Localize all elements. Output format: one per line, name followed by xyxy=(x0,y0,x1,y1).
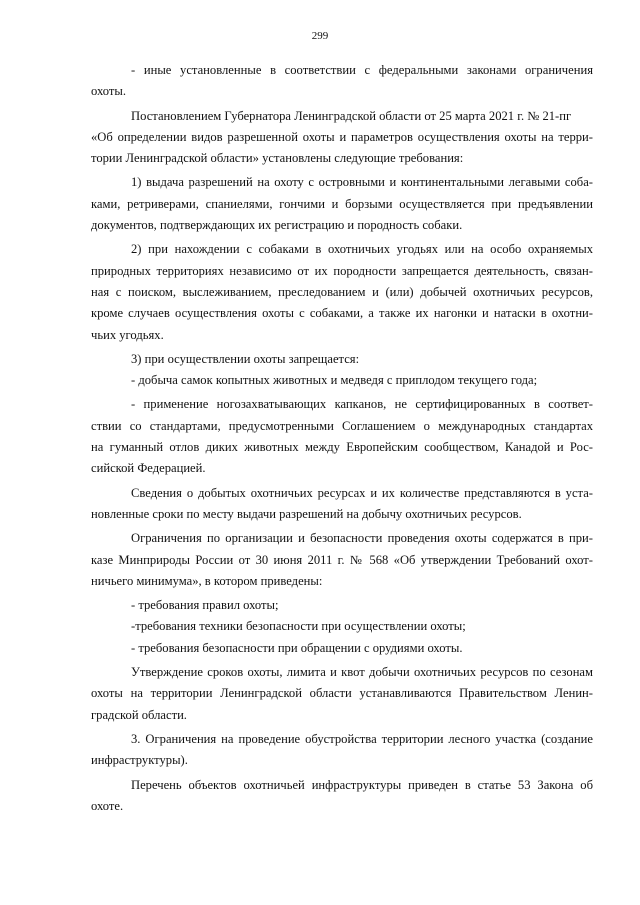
text-line: - применение ногозахватывающих капканов, не сертифицированных в соответ- xyxy=(131,397,593,412)
text-line: на гуманный отлов диких животных между Европейским сообществом, Канадой и Рос- xyxy=(91,440,593,455)
text-line: -требования техники безопасности при осуществлении охоты; xyxy=(131,619,466,634)
text-line: 3. Ограничения на проведение обустройства территории лесного участка (создание xyxy=(131,731,593,746)
document-body xyxy=(91,60,593,817)
text-line: Перечень объектов охотничьей инфраструктуры приведен в статье 53 Закона об xyxy=(131,777,593,792)
text-line: ствии со стандартами, предусмотренными Соглашением о международных стандартах xyxy=(91,418,593,433)
text-line: охоты на территории Ленинградской области устанавливаются Правительством Ленин- xyxy=(91,686,593,701)
text-line: казе Минприроды России от 30 июня 2011 г. № 568 «Об утверждении Требований охот- xyxy=(91,552,593,567)
text-line: Сведения о добытых охотничьих ресурсах и их количестве представляются в уста- xyxy=(131,485,593,500)
text-line: ничьего минимума», в котором приведены: xyxy=(91,573,323,588)
text-line: чьих угодьях. xyxy=(91,327,164,342)
text-line: ками, ретриверами, спаниелями, гончими и борзыми осуществляется при предъявлении xyxy=(91,196,593,211)
text-line: - добыча самок копытных животных и медведя с приплодом текущего года; xyxy=(131,373,538,388)
text-line: 3) при осуществлении охоты запрещается: xyxy=(131,351,360,366)
text-line: тории Ленинградской области» установлены следующие требования: xyxy=(91,151,464,166)
page-number: 299 xyxy=(311,30,329,42)
text-line: Ограничения по организации и безопасности проведения охоты содержатся в при- xyxy=(131,531,593,546)
text-line: ная с поиском, выслеживанием, преследованием и (или) добычей охотничьих ресурсов, xyxy=(91,284,593,299)
text-line: 2) при нахождении с собаками в охотничьих угодьях или на особо охраняемых xyxy=(131,242,593,257)
text-line: документов, подтверждающих их регистрацию и породность собаки. xyxy=(91,218,463,233)
text-line: градской области. xyxy=(91,707,187,722)
text-line: охоты. xyxy=(91,84,127,99)
text-line: 1) выдача разрешений на охоту с островными и континентальными легавыми соба- xyxy=(131,175,593,190)
text-line: природных территориях независимо от их породности запрещается деятельность, связан- xyxy=(91,263,593,278)
text-line: инфраструктуры). xyxy=(91,753,188,768)
text-line: охоте. xyxy=(91,798,124,813)
text-line: Утверждение сроков охоты, лимита и квот добычи охотничьих ресурсов по сезонам xyxy=(131,665,593,680)
text-line: - иные установленные в соответствии с федеральными законами ограничения xyxy=(131,63,593,77)
text-line: кроме случаев осуществления охоты с собаками, а также их нагонки и натаски в охотни- xyxy=(91,306,593,321)
text-line: «Об определении видов разрешенной охоты и параметров осуществления охоты на терри- xyxy=(91,129,593,144)
text-line: Постановлением Губернатора Ленинградской области от 25 марта 2021 г. № 21-пг xyxy=(131,108,572,123)
text-line: - требования безопасности при обращении с орудиями охоты. xyxy=(131,640,463,655)
text-line: новленные сроки по месту выдачи разрешений на добычу охотничьих ресурсов. xyxy=(91,506,522,521)
text-line: - требования правил охоты; xyxy=(131,598,279,613)
text-line: сийской Федерацией. xyxy=(91,461,206,476)
